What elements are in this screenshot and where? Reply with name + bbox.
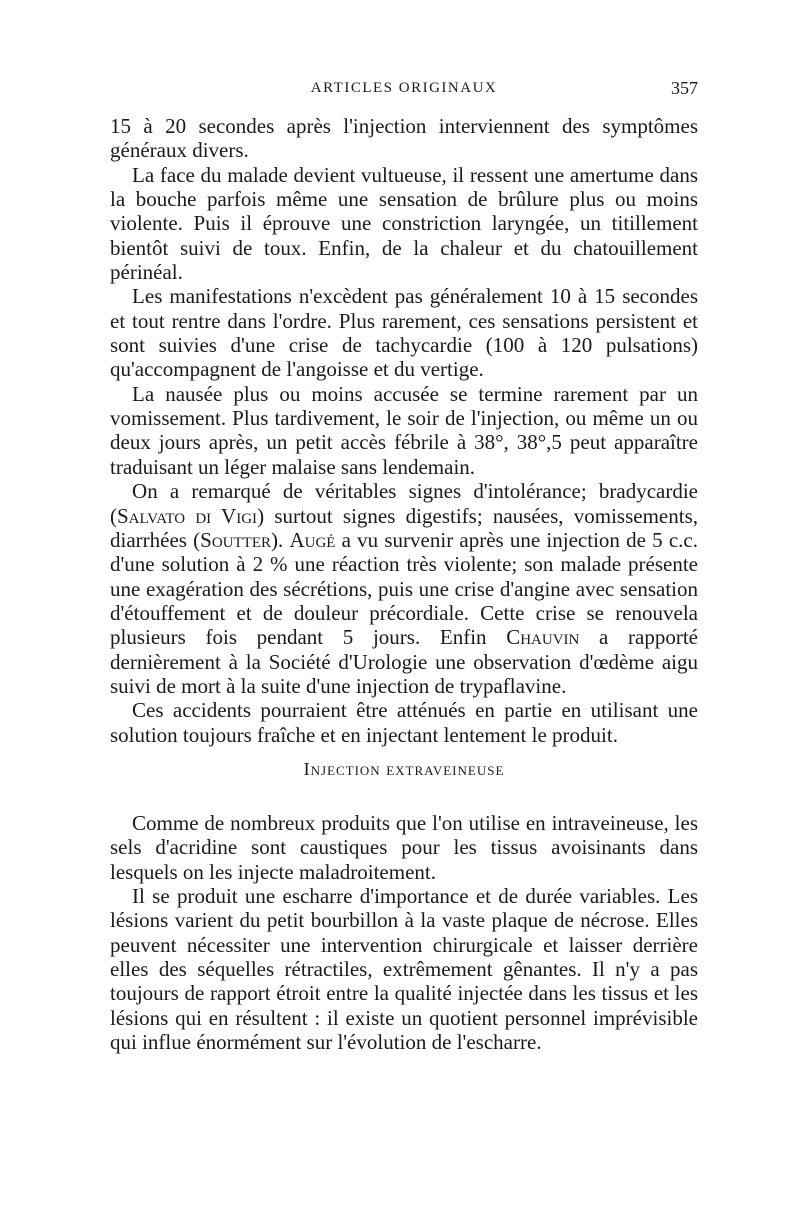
paragraph-intolerance (110, 479, 698, 698)
paragraph-caustic: Comme de nombreux produits que l'on utilise en intraveineuse, les sels d'acridine sont caustiques pour les tissus avoisinants dans lesquels on les injecte maladroitement. (110, 810, 698, 884)
page-number: 357 (671, 78, 698, 98)
paragraph-nausea: La nausée plus ou moins accusée se termine rarement par un vomissement. Plus tardivement, le soir de l'injection, ou même un ou deux jours après, un petit accès fébrile à 38°, 38°,5 peut apparaître traduisant un léger malaise sans lendemain. (110, 381, 698, 479)
paragraph-escharre: Il se produit une escharre d'importance et de durée variables. Les lésions varient du petit bourbillon à la vaste plaque de nécrose. Elles peuvent nécessiter une intervention chirurgicale et laisser derrière elles des séquelles rétractiles, extrêmement gênantes. Il n'y a pas toujours de rapport étroit entre la qualité injectée dans les tissus et les lésions qui en résultent : il existe un quotient personnel imprévisible qui influe énormément sur l'évolution de l'escharre. (110, 883, 698, 1055)
body-text (110, 114, 698, 1054)
author-name: Chauvin (506, 625, 580, 650)
author-name: Soutter (200, 527, 271, 552)
text-run: a vu survenir après une injection de 5 c.c. d'une solution à 2 % une réaction très violente; son malade présente une exagération des sécrétions, puis une crise d'angine avec sensation d'étouffement et de douleur précordiale. Cette crise se renouvela plusieurs fois pendant 5 jours. Enfin (110, 527, 698, 650)
paragraph-continuation: 15 à 20 secondes après l'injection interviennent des symptômes généraux divers. (110, 114, 698, 163)
running-head (110, 76, 698, 100)
text-run: ) surtout signes digestifs; nausées, vomissements, diarrhées ( (110, 503, 698, 552)
author-name: Salvato di Vigi (117, 503, 258, 528)
author-name: Augé (289, 527, 336, 552)
text-run: On a remarqué de véritables signes d'intolérance; bradycardie ( (110, 479, 698, 528)
paragraph-manifestations: Les manifestations n'excèdent pas généralement 10 à 15 secondes et tout rentre dans l'ordre. Plus rarement, ces sensations persistent et sont suivies d'une crise de tachycardie (100 à 120 pulsations) qu'accompagnent de l'angoisse et du vertige. (110, 284, 698, 382)
section-heading: Injection extraveineuse (303, 758, 505, 779)
running-title: ARTICLES ORIGINAUX (310, 80, 498, 96)
paragraph-accidents: Ces accidents pourraient être atténués en partie en utilisant une solution toujours fraîche et en injectant lentement le produit. (110, 698, 698, 747)
paragraph-symptoms: La face du malade devient vultueuse, il ressent une amertume dans la bouche parfois même une sensation de brûlure plus ou moins violente. Puis il éprouve une constriction laryngée, un titillement bientôt suivi de toux. Enfin, de la chaleur et du chatouillement périnéal. (110, 162, 698, 285)
text-run: a rapporté dernièrement à la Société d'Urologie une observation d'œdème aigu suivi de mort à la suite d'une injection de trypaflavine. (110, 625, 698, 698)
text-run: ). (271, 527, 290, 552)
